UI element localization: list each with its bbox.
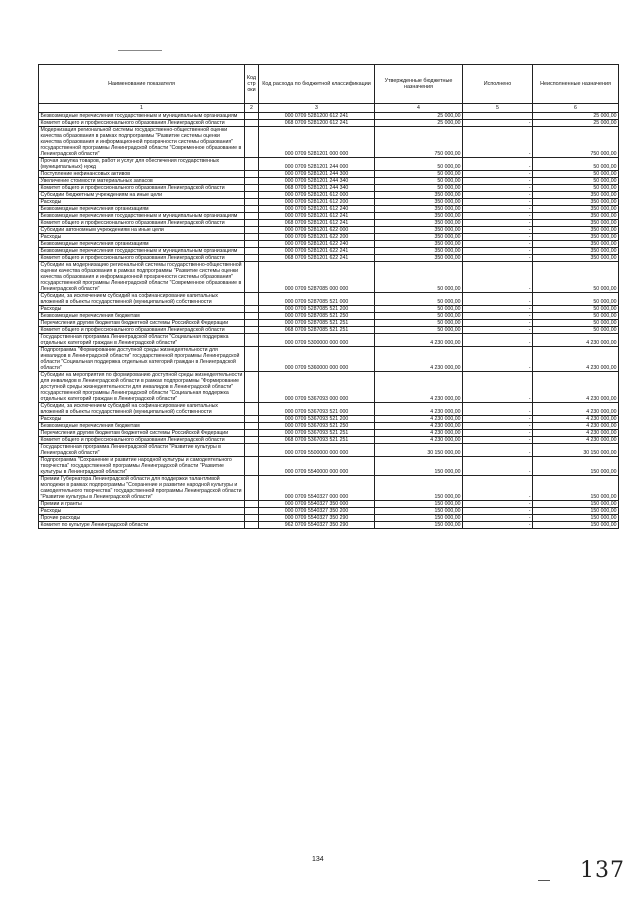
row-approved: 350 000,00 (375, 255, 463, 262)
row-name: Субсидии, за исключением субсидий на софинансирование капитальных вложений в объекты государственной (муниципальной) собственности (39, 293, 245, 306)
row-name: Комитет общего и профессионального образования Ленинградской области (39, 185, 245, 192)
row-expense-code: 000 0709 5281201 622 241 (259, 248, 375, 255)
row-unexecuted: 350 000,00 (533, 213, 619, 220)
row-approved: 750 000,00 (375, 127, 463, 158)
row-approved: 50 000,00 (375, 320, 463, 327)
row-executed: - (463, 227, 533, 234)
row-approved: 150 000,00 (375, 476, 463, 501)
row-unexecuted: 4 230 000,00 (533, 423, 619, 430)
table-row (39, 206, 619, 213)
table-row (39, 522, 619, 529)
row-name: Субсидии на мероприятия по формированию доступной среды жизнедеятельности для инвалидов в Ленинградской области в рамках подпрограммы "Формирование доступной среды жизнедеятельности для инвалидов в Ленинградской области" государственной программы Ленинградской области "Социальная поддержка отдельных категорий граждан в Ленинградской области" (39, 372, 245, 403)
row-name: Комитет общего и профессионального образования Ленинградской области (39, 220, 245, 227)
table-row (39, 372, 619, 403)
table-row (39, 255, 619, 262)
table-row (39, 199, 619, 206)
table-row (39, 327, 619, 334)
row-unexecuted: 350 000,00 (533, 192, 619, 199)
row-line-code (245, 444, 259, 457)
table-row (39, 334, 619, 347)
header-rule (118, 50, 162, 51)
row-approved: 150 000,00 (375, 515, 463, 522)
table-row (39, 416, 619, 423)
row-line-code (245, 158, 259, 171)
table-row (39, 171, 619, 178)
table-row (39, 262, 619, 293)
row-line-code (245, 220, 259, 227)
row-expense-code: 068 0709 5367093 521 251 (259, 437, 375, 444)
header-expense-code: Код расхода по бюджетной классификации (259, 65, 375, 104)
table-row (39, 501, 619, 508)
row-executed: - (463, 213, 533, 220)
row-unexecuted: 50 000,00 (533, 313, 619, 320)
row-executed: - (463, 178, 533, 185)
row-unexecuted: 350 000,00 (533, 241, 619, 248)
row-executed: - (463, 313, 533, 320)
row-name: Расходы (39, 234, 245, 241)
header-name: Наименование показателя (39, 65, 245, 104)
row-approved: 4 230 000,00 (375, 423, 463, 430)
row-unexecuted: 50 000,00 (533, 320, 619, 327)
row-executed: - (463, 334, 533, 347)
row-expense-code: 068 0709 5281200 612 241 (259, 120, 375, 127)
row-expense-code: 000 0709 5281201 612 000 (259, 192, 375, 199)
row-unexecuted: 750 000,00 (533, 127, 619, 158)
row-line-code (245, 206, 259, 213)
row-executed: - (463, 320, 533, 327)
header-approved: Утвержденные бюджетные назначения (375, 65, 463, 104)
row-executed: - (463, 120, 533, 127)
row-executed: - (463, 457, 533, 476)
row-unexecuted: 25 000,00 (533, 113, 619, 120)
row-line-code (245, 334, 259, 347)
row-executed: - (463, 476, 533, 501)
row-expense-code: 000 0709 5281200 612 241 (259, 113, 375, 120)
row-expense-code: 000 0709 5367093 521 251 (259, 430, 375, 437)
row-line-code (245, 234, 259, 241)
row-executed: - (463, 372, 533, 403)
row-expense-code: 000 0709 5287085 000 000 (259, 262, 375, 293)
row-line-code (245, 320, 259, 327)
row-approved: 4 230 000,00 (375, 347, 463, 372)
row-expense-code: 000 0709 5281201 612 241 (259, 213, 375, 220)
row-unexecuted: 4 230 000,00 (533, 437, 619, 444)
row-name: Перечисления другим бюджетам бюджетной системы Российской Федерации (39, 320, 245, 327)
row-line-code (245, 185, 259, 192)
row-unexecuted: 350 000,00 (533, 220, 619, 227)
row-name: Перечисления другим бюджетам бюджетной системы Российской Федерации (39, 430, 245, 437)
row-name: Модернизация региональной системы государственно-общественной оценки качества образования в рамках подпрограммы "Развитие системы оценки качества образования и информационной прозрачности системы образования" государственной программы Ленинградской области "Современное образование в Ленинградской области" (39, 127, 245, 158)
row-unexecuted: 4 230 000,00 (533, 372, 619, 403)
row-unexecuted: 350 000,00 (533, 255, 619, 262)
row-line-code (245, 515, 259, 522)
table-row (39, 241, 619, 248)
row-line-code (245, 306, 259, 313)
row-expense-code: 000 0709 5281201 244 340 (259, 178, 375, 185)
row-line-code (245, 248, 259, 255)
row-executed: - (463, 347, 533, 372)
row-name: Подпрограмма "Сохранение и развитие народной культуры и самодеятельного творчества" государственной программы Ленинградской области "Развитие культуры в Ленинградской области" (39, 457, 245, 476)
row-executed: - (463, 430, 533, 437)
row-expense-code: 068 0709 5287085 521 251 (259, 327, 375, 334)
row-unexecuted: 150 000,00 (533, 522, 619, 529)
row-line-code (245, 192, 259, 199)
row-name: Комитет общего и профессионального образования Ленинградской области (39, 120, 245, 127)
row-unexecuted: 350 000,00 (533, 234, 619, 241)
row-executed: - (463, 416, 533, 423)
row-expense-code: 000 0709 5281201 622 000 (259, 227, 375, 234)
col-number: 5 (463, 104, 533, 113)
row-approved: 50 000,00 (375, 178, 463, 185)
row-executed: - (463, 158, 533, 171)
table-row (39, 113, 619, 120)
table-row (39, 476, 619, 501)
row-approved: 150 000,00 (375, 508, 463, 515)
row-approved: 50 000,00 (375, 293, 463, 306)
row-executed: - (463, 206, 533, 213)
table-row (39, 320, 619, 327)
table-row (39, 234, 619, 241)
row-approved: 350 000,00 (375, 206, 463, 213)
row-unexecuted: 150 000,00 (533, 501, 619, 508)
row-executed: - (463, 437, 533, 444)
row-line-code (245, 437, 259, 444)
row-executed: - (463, 199, 533, 206)
row-name: Безвозмездные перечисления организациям (39, 241, 245, 248)
row-expense-code: 000 0709 5367093 521 200 (259, 416, 375, 423)
row-name: Расходы (39, 199, 245, 206)
row-unexecuted: 4 230 000,00 (533, 334, 619, 347)
row-unexecuted: 350 000,00 (533, 206, 619, 213)
row-expense-code: 000 0709 5367093 521 000 (259, 403, 375, 416)
row-unexecuted: 50 000,00 (533, 158, 619, 171)
row-approved: 50 000,00 (375, 306, 463, 313)
row-unexecuted: 4 230 000,00 (533, 416, 619, 423)
row-executed: - (463, 171, 533, 178)
table-row (39, 248, 619, 255)
table-row (39, 178, 619, 185)
col-number: 1 (39, 104, 245, 113)
row-name: Безвозмездные перечисления государственным и муниципальным организациям (39, 113, 245, 120)
row-executed: - (463, 423, 533, 430)
row-approved: 350 000,00 (375, 192, 463, 199)
row-approved: 150 000,00 (375, 457, 463, 476)
row-name: Субсидии автономным учреждениям на иные цели (39, 227, 245, 234)
row-name: Комитет по культуре Ленинградской области (39, 522, 245, 529)
row-executed: - (463, 220, 533, 227)
row-name: Субсидии на модернизацию региональной системы государственно-общественной оценки качества образования в рамках подпрограммы "Развитие системы оценки качества образования и информационной прозрачности системы образования" государственной программы Ленинградской области "Современное образование в Ленинградской области" (39, 262, 245, 293)
table-row (39, 213, 619, 220)
row-unexecuted: 150 000,00 (533, 457, 619, 476)
table-row (39, 444, 619, 457)
row-name: Поступление нефинансовых активов (39, 171, 245, 178)
row-line-code (245, 313, 259, 320)
row-expense-code: 000 0709 5281201 244 300 (259, 171, 375, 178)
row-name: Расходы (39, 306, 245, 313)
row-approved: 350 000,00 (375, 234, 463, 241)
row-executed (463, 113, 533, 120)
header-line-code: Код строки (245, 65, 259, 104)
row-executed: - (463, 241, 533, 248)
row-line-code (245, 347, 259, 372)
table-row (39, 403, 619, 416)
row-executed: - (463, 522, 533, 529)
row-line-code (245, 430, 259, 437)
row-unexecuted: 50 000,00 (533, 327, 619, 334)
row-approved: 350 000,00 (375, 213, 463, 220)
row-expense-code: 000 0709 5367093 521 250 (259, 423, 375, 430)
row-expense-code: 000 0709 5540327 000 000 (259, 476, 375, 501)
row-approved: 4 230 000,00 (375, 430, 463, 437)
row-expense-code: 962 0709 5540327 350 290 (259, 522, 375, 529)
row-expense-code: 000 0709 5500000 000 000 (259, 444, 375, 457)
row-executed: - (463, 327, 533, 334)
row-expense-code: 000 0709 5540327 350 000 (259, 501, 375, 508)
row-expense-code: 068 0709 5281201 622 241 (259, 255, 375, 262)
row-name: Расходы (39, 508, 245, 515)
table-row (39, 120, 619, 127)
row-unexecuted: 50 000,00 (533, 171, 619, 178)
table-row (39, 293, 619, 306)
row-line-code (245, 508, 259, 515)
table-row (39, 313, 619, 320)
row-approved: 350 000,00 (375, 199, 463, 206)
row-executed: - (463, 234, 533, 241)
row-expense-code: 000 0709 5287085 521 200 (259, 306, 375, 313)
row-unexecuted: 4 230 000,00 (533, 347, 619, 372)
row-line-code (245, 457, 259, 476)
row-line-code (245, 171, 259, 178)
row-unexecuted: 50 000,00 (533, 262, 619, 293)
row-line-code (245, 501, 259, 508)
row-line-code (245, 522, 259, 529)
row-unexecuted: 50 000,00 (533, 178, 619, 185)
table-row (39, 430, 619, 437)
row-line-code (245, 199, 259, 206)
row-approved: 4 230 000,00 (375, 403, 463, 416)
table-row (39, 158, 619, 171)
row-approved: 50 000,00 (375, 185, 463, 192)
row-approved: 150 000,00 (375, 501, 463, 508)
row-name: Прочие расходы (39, 515, 245, 522)
row-name: Субсидии, за исключением субсидий на софинансирование капитальных вложений в объекты государственной (муниципальной) собственности (39, 403, 245, 416)
row-line-code (245, 423, 259, 430)
row-approved: 50 000,00 (375, 262, 463, 293)
handwritten-dash (538, 880, 550, 881)
row-name: Премии и гранты (39, 501, 245, 508)
table-row (39, 192, 619, 199)
row-expense-code: 000 0709 5287085 521 250 (259, 313, 375, 320)
row-name: Государственная программа Ленинградской области "Развитие культуры в Ленинградской области" (39, 444, 245, 457)
table-row (39, 185, 619, 192)
header-executed: Исполнено (463, 65, 533, 104)
table-row (39, 127, 619, 158)
column-number-row (39, 104, 619, 113)
row-unexecuted: 150 000,00 (533, 508, 619, 515)
row-name: Безвозмездные перечисления бюджетам (39, 313, 245, 320)
row-unexecuted: 50 000,00 (533, 306, 619, 313)
row-line-code (245, 262, 259, 293)
table-row (39, 437, 619, 444)
row-expense-code: 000 0709 5287085 521 251 (259, 320, 375, 327)
row-expense-code: 000 0709 5281201 612 240 (259, 206, 375, 213)
row-expense-code: 000 0709 5540327 350 290 (259, 515, 375, 522)
row-expense-code: 000 0709 5367093 000 000 (259, 372, 375, 403)
row-executed: - (463, 127, 533, 158)
row-approved: 350 000,00 (375, 220, 463, 227)
col-number: 2 (245, 104, 259, 113)
row-executed: - (463, 185, 533, 192)
row-line-code (245, 372, 259, 403)
row-expense-code: 000 0709 5281201 000 000 (259, 127, 375, 158)
row-name: Премии Губернатора Ленинградской области для поддержки талантливой молодежи в рамках подпрограммы "Сохранение и развитие народной культуры и самодеятельного творчества" государственной программы Ленинградской области "Развитие культуры в Ленинградской области" (39, 476, 245, 501)
row-expense-code: 000 0709 5540327 350 200 (259, 508, 375, 515)
row-approved: 25 000,00 (375, 113, 463, 120)
table-header-row (39, 65, 619, 104)
row-executed: - (463, 444, 533, 457)
row-expense-code: 068 0709 5281201 244 340 (259, 185, 375, 192)
page-number: 134 (312, 856, 324, 863)
row-expense-code: 000 0709 5281201 244 000 (259, 158, 375, 171)
row-unexecuted: 4 230 000,00 (533, 403, 619, 416)
col-number: 6 (533, 104, 619, 113)
table-row (39, 227, 619, 234)
row-name: Прочая закупка товаров, работ и услуг для обеспечения государственных (муниципальных) нужд (39, 158, 245, 171)
row-name: Безвозмездные перечисления государственным и муниципальным организациям (39, 248, 245, 255)
row-line-code (245, 403, 259, 416)
row-unexecuted: 350 000,00 (533, 248, 619, 255)
row-approved: 50 000,00 (375, 158, 463, 171)
row-expense-code: 068 0709 5281201 612 241 (259, 220, 375, 227)
row-unexecuted: 150 000,00 (533, 515, 619, 522)
row-line-code (245, 178, 259, 185)
row-line-code (245, 120, 259, 127)
table-row (39, 457, 619, 476)
row-approved: 4 230 000,00 (375, 372, 463, 403)
budget-table (38, 64, 619, 529)
row-expense-code: 000 0709 5540000 000 000 (259, 457, 375, 476)
row-approved: 350 000,00 (375, 241, 463, 248)
row-executed: - (463, 248, 533, 255)
handwritten-page-number: 137 (580, 858, 625, 883)
row-unexecuted: 30 150 000,00 (533, 444, 619, 457)
row-name: Комитет общего и профессионального образования Ленинградской области (39, 327, 245, 334)
row-name: Комитет общего и профессионального образования Ленинградской области (39, 255, 245, 262)
row-expense-code: 000 0709 5281201 622 240 (259, 241, 375, 248)
header-unexecuted: Неисполненные назначения (533, 65, 619, 104)
row-name: Государственная программа Ленинградской области "Социальная поддержка отдельных категорий граждан в Ленинградской области" (39, 334, 245, 347)
table-row (39, 515, 619, 522)
row-unexecuted: 350 000,00 (533, 227, 619, 234)
row-executed: - (463, 501, 533, 508)
table-row (39, 220, 619, 227)
row-approved: 350 000,00 (375, 227, 463, 234)
row-unexecuted: 50 000,00 (533, 293, 619, 306)
row-executed: - (463, 403, 533, 416)
row-line-code (245, 327, 259, 334)
row-unexecuted: 25 000,00 (533, 120, 619, 127)
table-row (39, 508, 619, 515)
row-executed: - (463, 508, 533, 515)
row-name: Субсидии бюджетным учреждениям на иные цели (39, 192, 245, 199)
row-line-code (245, 113, 259, 120)
row-line-code (245, 241, 259, 248)
row-name: Увеличение стоимости материальных запасов (39, 178, 245, 185)
row-name: Подпрограмма "Формирование доступной среды жизнедеятельности для инвалидов в Ленинградской области" государственной программы Ленинградской области "Социальная поддержка отдельных категорий граждан в Ленинградской области" (39, 347, 245, 372)
row-line-code (245, 416, 259, 423)
row-expense-code: 000 0709 5281201 622 200 (259, 234, 375, 241)
row-line-code (245, 227, 259, 234)
row-unexecuted: 50 000,00 (533, 185, 619, 192)
row-executed: - (463, 306, 533, 313)
row-line-code (245, 293, 259, 306)
row-name: Расходы (39, 416, 245, 423)
row-unexecuted: 350 000,00 (533, 199, 619, 206)
row-approved: 25 000,00 (375, 120, 463, 127)
row-expense-code: 000 0709 5281201 612 200 (259, 199, 375, 206)
col-number: 3 (259, 104, 375, 113)
col-number: 4 (375, 104, 463, 113)
row-approved: 50 000,00 (375, 327, 463, 334)
row-line-code (245, 476, 259, 501)
row-approved: 4 230 000,00 (375, 334, 463, 347)
row-executed: - (463, 192, 533, 199)
row-approved: 150 000,00 (375, 522, 463, 529)
row-name: Комитет общего и профессионального образования Ленинградской области (39, 437, 245, 444)
row-name: Безвозмездные перечисления бюджетам (39, 423, 245, 430)
row-approved: 4 230 000,00 (375, 416, 463, 423)
row-approved: 350 000,00 (375, 248, 463, 255)
row-name: Безвозмездные перечисления государственным и муниципальным организациям (39, 213, 245, 220)
row-expense-code: 000 0709 5300000 000 000 (259, 334, 375, 347)
row-executed: - (463, 262, 533, 293)
row-executed: - (463, 515, 533, 522)
row-executed: - (463, 293, 533, 306)
row-approved: 50 000,00 (375, 313, 463, 320)
row-name: Безвозмездные перечисления организациям (39, 206, 245, 213)
row-unexecuted: 150 000,00 (533, 476, 619, 501)
row-executed: - (463, 255, 533, 262)
row-approved: 30 150 000,00 (375, 444, 463, 457)
row-unexecuted: 4 230 000,00 (533, 430, 619, 437)
table-row (39, 423, 619, 430)
table-row (39, 306, 619, 313)
table-row (39, 347, 619, 372)
row-expense-code: 000 0709 5287085 521 000 (259, 293, 375, 306)
row-line-code (245, 213, 259, 220)
row-approved: 4 230 000,00 (375, 437, 463, 444)
row-line-code (245, 127, 259, 158)
row-expense-code: 000 0709 5360000 000 000 (259, 347, 375, 372)
row-approved: 50 000,00 (375, 171, 463, 178)
row-line-code (245, 255, 259, 262)
